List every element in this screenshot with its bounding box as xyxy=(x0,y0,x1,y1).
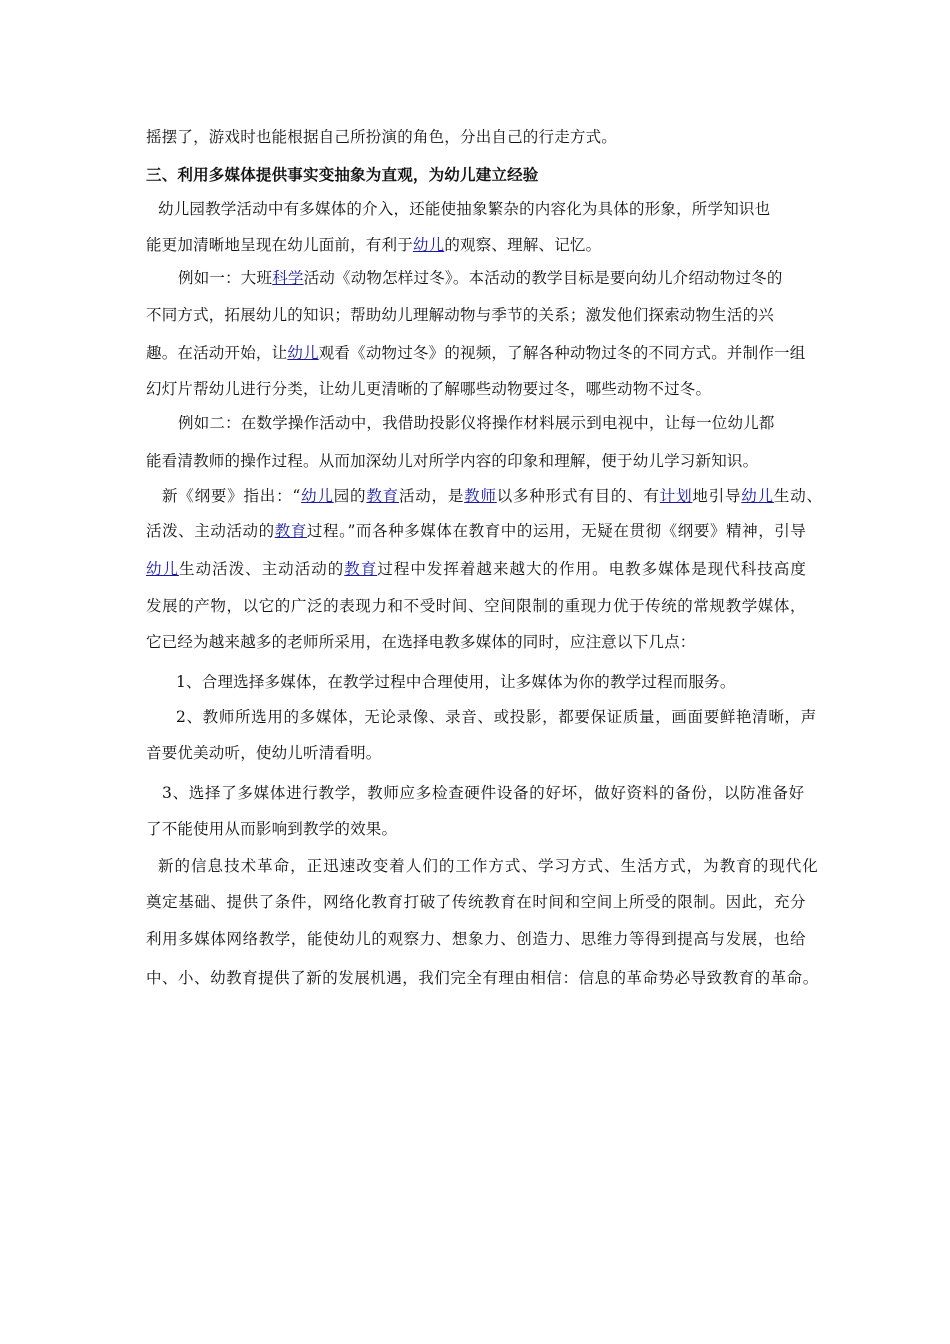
paragraph-line xyxy=(146,892,806,912)
text-run: 园的 xyxy=(333,487,367,505)
text-run: 的观察、理解、记忆。 xyxy=(444,236,602,254)
paragraph-line xyxy=(146,819,397,839)
keyword-link[interactable]: 幼儿 xyxy=(301,487,334,505)
paragraph-line xyxy=(146,235,601,255)
paragraph-line xyxy=(146,521,807,541)
text-run: 发展的产物，以它的广泛的表现力和不受时间、空间限制的重现力优于传统的常规教学媒体， xyxy=(146,597,807,615)
text-run: 三、利用多媒体提供事实变抽象为直观，为幼儿建立经验 xyxy=(146,166,539,184)
text-run: 活动，是 xyxy=(398,487,465,505)
paragraph-line xyxy=(146,127,617,147)
text-run: 幻灯片帮幼儿进行分类，让幼儿更清晰的了解哪些动物要过冬，哪些动物不过冬。 xyxy=(146,380,712,398)
text-run: 奠定基础、提供了条件，网络化教育打破了传统教育在时间和空间上所受的限制。因此，充分 xyxy=(146,893,807,911)
text-run: 生动、 xyxy=(773,487,823,505)
paragraph-line xyxy=(146,559,807,579)
text-run: 新的信息技术革命，正迅速改变着人们的工作方式、学习方式、生活方式，为教育的现代化 xyxy=(158,857,819,875)
paragraph-line xyxy=(146,305,774,325)
text-run: 音要优美动听，使幼儿听清看明。 xyxy=(146,744,382,762)
paragraph-line xyxy=(162,783,805,803)
paragraph-line xyxy=(146,596,806,616)
text-run: 地引导 xyxy=(692,487,742,505)
text-run: 幼儿园教学活动中有多媒体的介入，还能使抽象繁杂的内容化为具体的形象，所学知识也 xyxy=(158,200,771,218)
keyword-link[interactable]: 幼儿 xyxy=(741,487,774,505)
keyword-link[interactable]: 计划 xyxy=(659,487,693,505)
text-run: 2、教师所选用的多媒体，无论录像、录音、或投影，都要保证质量，画面要鲜艳清晰，声 xyxy=(176,708,817,726)
paragraph-line xyxy=(146,968,819,988)
text-run: 1、合理选择多媒体，在教学过程中合理使用，让多媒体为你的教学过程而服务。 xyxy=(176,673,736,691)
text-run: 新《纲要》指出：“ xyxy=(162,487,302,505)
keyword-link[interactable]: 教育 xyxy=(344,560,378,578)
paragraph-line xyxy=(178,268,783,288)
paragraph-line xyxy=(146,743,382,763)
text-run: 不同方式，拓展幼儿的知识；帮助幼儿理解动物与季节的关系；激发他们探索动物生活的兴 xyxy=(146,306,775,324)
paragraph-line xyxy=(176,707,817,727)
text-run: 中、小、幼教育提供了新的发展机遇，我们完全有理由相信：信息的革命势必导致教育的革命。 xyxy=(146,969,819,987)
text-run: 能更加清晰地呈现在幼儿面前，有利于 xyxy=(146,236,413,254)
text-run: 趣。在活动开始，让 xyxy=(146,344,288,362)
paragraph-line xyxy=(162,486,823,506)
keyword-link[interactable]: 教师 xyxy=(464,487,497,505)
text-run: 活动《动物怎样过冬》。本活动的教学目标是要向幼儿介绍动物过冬的 xyxy=(303,269,783,287)
keyword-link[interactable]: 教育 xyxy=(366,487,399,505)
paragraph-line xyxy=(146,632,696,652)
keyword-link[interactable]: 幼儿 xyxy=(287,344,319,362)
paragraph-line xyxy=(178,413,775,433)
paragraph-line xyxy=(146,451,758,471)
text-run: 它已经为越来越多的老师所采用，在选择电教多媒体的同时，应注意以下几点： xyxy=(146,633,696,651)
text-run: 活泼、主动活动的 xyxy=(146,522,275,540)
text-run: 3、选择了多媒体进行教学，教师应多检查硬件设备的好坏，做好资料的备份，以防准备好 xyxy=(162,784,805,802)
paragraph-line xyxy=(158,856,819,876)
paragraph-line xyxy=(176,672,736,692)
paragraph-line xyxy=(158,199,770,219)
text-run: 以多种形式有目的、有 xyxy=(496,487,660,505)
keyword-link[interactable]: 教育 xyxy=(274,522,307,540)
text-run: 过程中发挥着越来越大的作用。电教多媒体是现代科技高度 xyxy=(377,560,807,578)
keyword-link[interactable]: 幼儿 xyxy=(146,560,180,578)
keyword-link[interactable]: 科学 xyxy=(272,269,304,287)
paragraph-line xyxy=(146,343,805,363)
text-run: 例如一：大班 xyxy=(178,269,273,287)
text-run: 了不能使用从而影响到教学的效果。 xyxy=(146,820,398,838)
text-run: 能看清教师的操作过程。从而加深幼儿对所学内容的印象和理解，便于幼儿学习新知识。 xyxy=(146,452,759,470)
section-heading xyxy=(146,165,539,185)
text-run: 观看《动物过冬》的视频，了解各种动物过冬的不同方式。并制作一组 xyxy=(318,344,806,362)
text-run: 生动活泼、主动活动的 xyxy=(179,560,345,578)
paragraph-line xyxy=(146,929,806,949)
text-run: 摇摆了，游戏时也能根据自己所扮演的角色，分出自己的行走方式。 xyxy=(146,128,618,146)
keyword-link[interactable]: 幼儿 xyxy=(412,236,445,254)
text-run: 利用多媒体网络教学，能使幼儿的观察力、想象力、创造力、思维力等得到提高与发展，也给 xyxy=(146,930,807,948)
text-run: 例如二：在数学操作活动中，我借助投影仪将操作材料展示到电视中，让每一位幼儿都 xyxy=(178,414,775,432)
text-run: 过程。”而各种多媒体在教育中的运用，无疑在贯彻《纲要》精神，引导 xyxy=(306,522,807,540)
paragraph-line xyxy=(146,379,711,399)
